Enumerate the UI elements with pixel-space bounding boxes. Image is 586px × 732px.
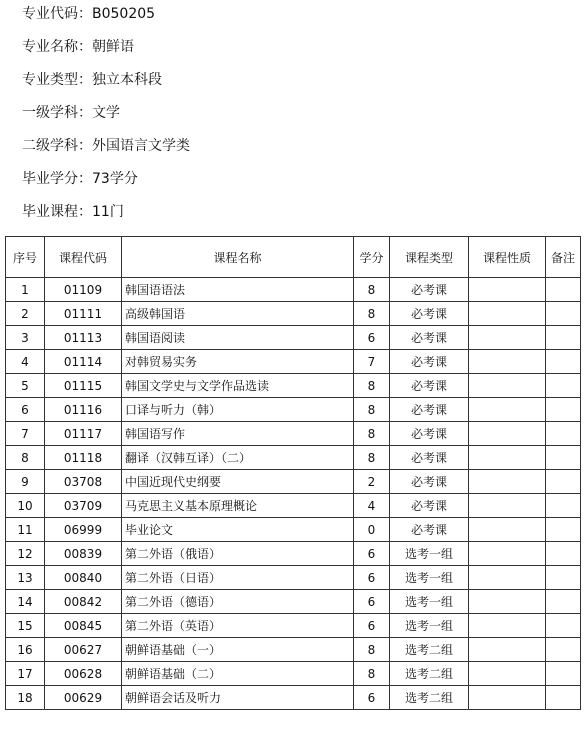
cell-credits: 6 — [354, 614, 390, 638]
header-course-nature: 课程性质 — [469, 237, 546, 278]
cell-index: 16 — [6, 638, 45, 662]
cell-credits: 4 — [354, 494, 390, 518]
cell-index: 3 — [6, 326, 45, 350]
cell-course-name: 马克思主义基本原理概论 — [122, 494, 354, 518]
table-row — [6, 398, 581, 422]
cell-course-name: 中国近现代史纲要 — [122, 470, 354, 494]
table-row — [6, 374, 581, 398]
cell-credits: 8 — [354, 302, 390, 326]
cell-course-nature — [469, 494, 546, 518]
cell-course-code: 01117 — [45, 422, 122, 446]
cell-index: 17 — [6, 662, 45, 686]
level1-discipline: 一级学科：文学 — [22, 105, 120, 121]
table-row — [6, 662, 581, 686]
cell-index: 5 — [6, 374, 45, 398]
cell-course-name: 韩国语语法 — [122, 278, 354, 302]
cell-course-name: 第二外语（德语） — [122, 590, 354, 614]
cell-course-nature — [469, 302, 546, 326]
cell-credits: 8 — [354, 278, 390, 302]
cell-index: 9 — [6, 470, 45, 494]
cell-course-type: 必考课 — [390, 278, 469, 302]
cell-course-type: 必考课 — [390, 350, 469, 374]
cell-course-name: 第二外语（英语） — [122, 614, 354, 638]
cell-remarks — [546, 446, 581, 470]
cell-credits: 2 — [354, 470, 390, 494]
cell-course-type: 选考二组 — [390, 638, 469, 662]
header-course-code: 课程代码 — [45, 237, 122, 278]
table-row — [6, 422, 581, 446]
cell-remarks — [546, 662, 581, 686]
cell-remarks — [546, 398, 581, 422]
cell-course-type: 选考一组 — [390, 542, 469, 566]
cell-credits: 7 — [354, 350, 390, 374]
table-row — [6, 446, 581, 470]
cell-course-code: 00627 — [45, 638, 122, 662]
cell-index: 15 — [6, 614, 45, 638]
table-row — [6, 542, 581, 566]
cell-course-code: 00842 — [45, 590, 122, 614]
table-row — [6, 638, 581, 662]
course-table — [5, 236, 581, 710]
cell-course-code: 01109 — [45, 278, 122, 302]
cell-remarks — [546, 638, 581, 662]
header-index: 序号 — [6, 237, 45, 278]
cell-index: 2 — [6, 302, 45, 326]
cell-index: 11 — [6, 518, 45, 542]
course-table-body — [6, 278, 581, 710]
cell-course-type: 必考课 — [390, 518, 469, 542]
cell-remarks — [546, 542, 581, 566]
cell-course-code: 06999 — [45, 518, 122, 542]
cell-index: 1 — [6, 278, 45, 302]
table-row — [6, 470, 581, 494]
cell-course-type: 必考课 — [390, 326, 469, 350]
cell-course-type: 选考二组 — [390, 662, 469, 686]
cell-course-nature — [469, 686, 546, 710]
cell-course-type: 选考二组 — [390, 686, 469, 710]
major-name: 专业名称：朝鲜语 — [22, 39, 134, 55]
table-row — [6, 614, 581, 638]
cell-course-nature — [469, 422, 546, 446]
major-code: 专业代码：B050205 — [22, 6, 156, 22]
cell-remarks — [546, 326, 581, 350]
cell-course-name: 第二外语（俄语） — [122, 542, 354, 566]
cell-course-nature — [469, 278, 546, 302]
cell-course-name: 韩国语阅读 — [122, 326, 354, 350]
cell-course-nature — [469, 638, 546, 662]
cell-course-type: 必考课 — [390, 302, 469, 326]
cell-course-name: 口译与听力（韩） — [122, 398, 354, 422]
cell-remarks — [546, 350, 581, 374]
cell-course-code: 00839 — [45, 542, 122, 566]
cell-course-type: 选考一组 — [390, 614, 469, 638]
cell-index: 7 — [6, 422, 45, 446]
cell-index: 8 — [6, 446, 45, 470]
cell-course-code: 00840 — [45, 566, 122, 590]
cell-credits: 6 — [354, 542, 390, 566]
cell-course-name: 韩国文学史与文学作品选读 — [122, 374, 354, 398]
cell-course-name: 毕业论文 — [122, 518, 354, 542]
cell-remarks — [546, 302, 581, 326]
cell-course-type: 必考课 — [390, 422, 469, 446]
cell-course-nature — [469, 470, 546, 494]
cell-remarks — [546, 494, 581, 518]
cell-index: 14 — [6, 590, 45, 614]
cell-remarks — [546, 590, 581, 614]
cell-credits: 6 — [354, 590, 390, 614]
table-row — [6, 566, 581, 590]
table-row — [6, 350, 581, 374]
table-row — [6, 518, 581, 542]
cell-course-type: 选考一组 — [390, 590, 469, 614]
cell-course-nature — [469, 662, 546, 686]
cell-course-code: 01115 — [45, 374, 122, 398]
cell-index: 18 — [6, 686, 45, 710]
cell-credits: 8 — [354, 662, 390, 686]
cell-credits: 8 — [354, 422, 390, 446]
cell-course-nature — [469, 542, 546, 566]
cell-credits: 8 — [354, 446, 390, 470]
cell-remarks — [546, 278, 581, 302]
table-row — [6, 494, 581, 518]
header-remarks: 备注 — [546, 237, 581, 278]
cell-index: 12 — [6, 542, 45, 566]
cell-course-type: 选考一组 — [390, 566, 469, 590]
table-row — [6, 326, 581, 350]
major-info — [22, 0, 190, 231]
cell-course-code: 03708 — [45, 470, 122, 494]
cell-remarks — [546, 470, 581, 494]
cell-index: 10 — [6, 494, 45, 518]
cell-credits: 8 — [354, 374, 390, 398]
header-course-name: 课程名称 — [122, 237, 354, 278]
cell-credits: 8 — [354, 398, 390, 422]
cell-index: 6 — [6, 398, 45, 422]
cell-credits: 8 — [354, 638, 390, 662]
cell-course-type: 必考课 — [390, 398, 469, 422]
table-row — [6, 302, 581, 326]
cell-index: 13 — [6, 566, 45, 590]
cell-remarks — [546, 374, 581, 398]
table-row — [6, 686, 581, 710]
cell-course-name: 翻译（汉韩互译）（二） — [122, 446, 354, 470]
table-row — [6, 278, 581, 302]
cell-course-name: 朝鲜语基础（一） — [122, 638, 354, 662]
major-type: 专业类型：独立本科段 — [22, 72, 162, 88]
graduation-credits: 毕业学分：73学分 — [22, 171, 138, 187]
cell-course-nature — [469, 590, 546, 614]
cell-index: 4 — [6, 350, 45, 374]
course-table-header — [6, 237, 581, 278]
cell-course-code: 01111 — [45, 302, 122, 326]
cell-course-nature — [469, 446, 546, 470]
cell-credits: 6 — [354, 326, 390, 350]
cell-course-name: 朝鲜语会话及听力 — [122, 686, 354, 710]
cell-course-type: 必考课 — [390, 374, 469, 398]
cell-course-name: 朝鲜语基础（二） — [122, 662, 354, 686]
cell-remarks — [546, 566, 581, 590]
cell-remarks — [546, 686, 581, 710]
cell-credits: 0 — [354, 518, 390, 542]
cell-course-name: 高级韩国语 — [122, 302, 354, 326]
cell-course-code: 01116 — [45, 398, 122, 422]
cell-course-code: 00845 — [45, 614, 122, 638]
level2-discipline: 二级学科：外国语言文学类 — [22, 138, 190, 154]
cell-course-code: 01113 — [45, 326, 122, 350]
cell-course-code: 03709 — [45, 494, 122, 518]
header-row — [6, 237, 581, 278]
cell-credits: 6 — [354, 686, 390, 710]
cell-course-nature — [469, 614, 546, 638]
cell-course-type: 必考课 — [390, 446, 469, 470]
cell-credits: 6 — [354, 566, 390, 590]
cell-course-code: 01118 — [45, 446, 122, 470]
cell-course-name: 对韩贸易实务 — [122, 350, 354, 374]
cell-course-code: 01114 — [45, 350, 122, 374]
cell-course-code: 00629 — [45, 686, 122, 710]
cell-course-code: 00628 — [45, 662, 122, 686]
cell-course-nature — [469, 374, 546, 398]
cell-course-nature — [469, 326, 546, 350]
cell-course-name: 韩国语写作 — [122, 422, 354, 446]
cell-course-type: 必考课 — [390, 494, 469, 518]
cell-course-type: 必考课 — [390, 470, 469, 494]
cell-remarks — [546, 422, 581, 446]
cell-remarks — [546, 614, 581, 638]
cell-course-nature — [469, 518, 546, 542]
header-course-type: 课程类型 — [390, 237, 469, 278]
cell-remarks — [546, 518, 581, 542]
graduation-courses: 毕业课程：11门 — [22, 204, 124, 220]
table-row — [6, 590, 581, 614]
cell-course-name: 第二外语（日语） — [122, 566, 354, 590]
cell-course-nature — [469, 350, 546, 374]
cell-course-nature — [469, 566, 546, 590]
cell-course-nature — [469, 398, 546, 422]
header-credits: 学分 — [354, 237, 390, 278]
